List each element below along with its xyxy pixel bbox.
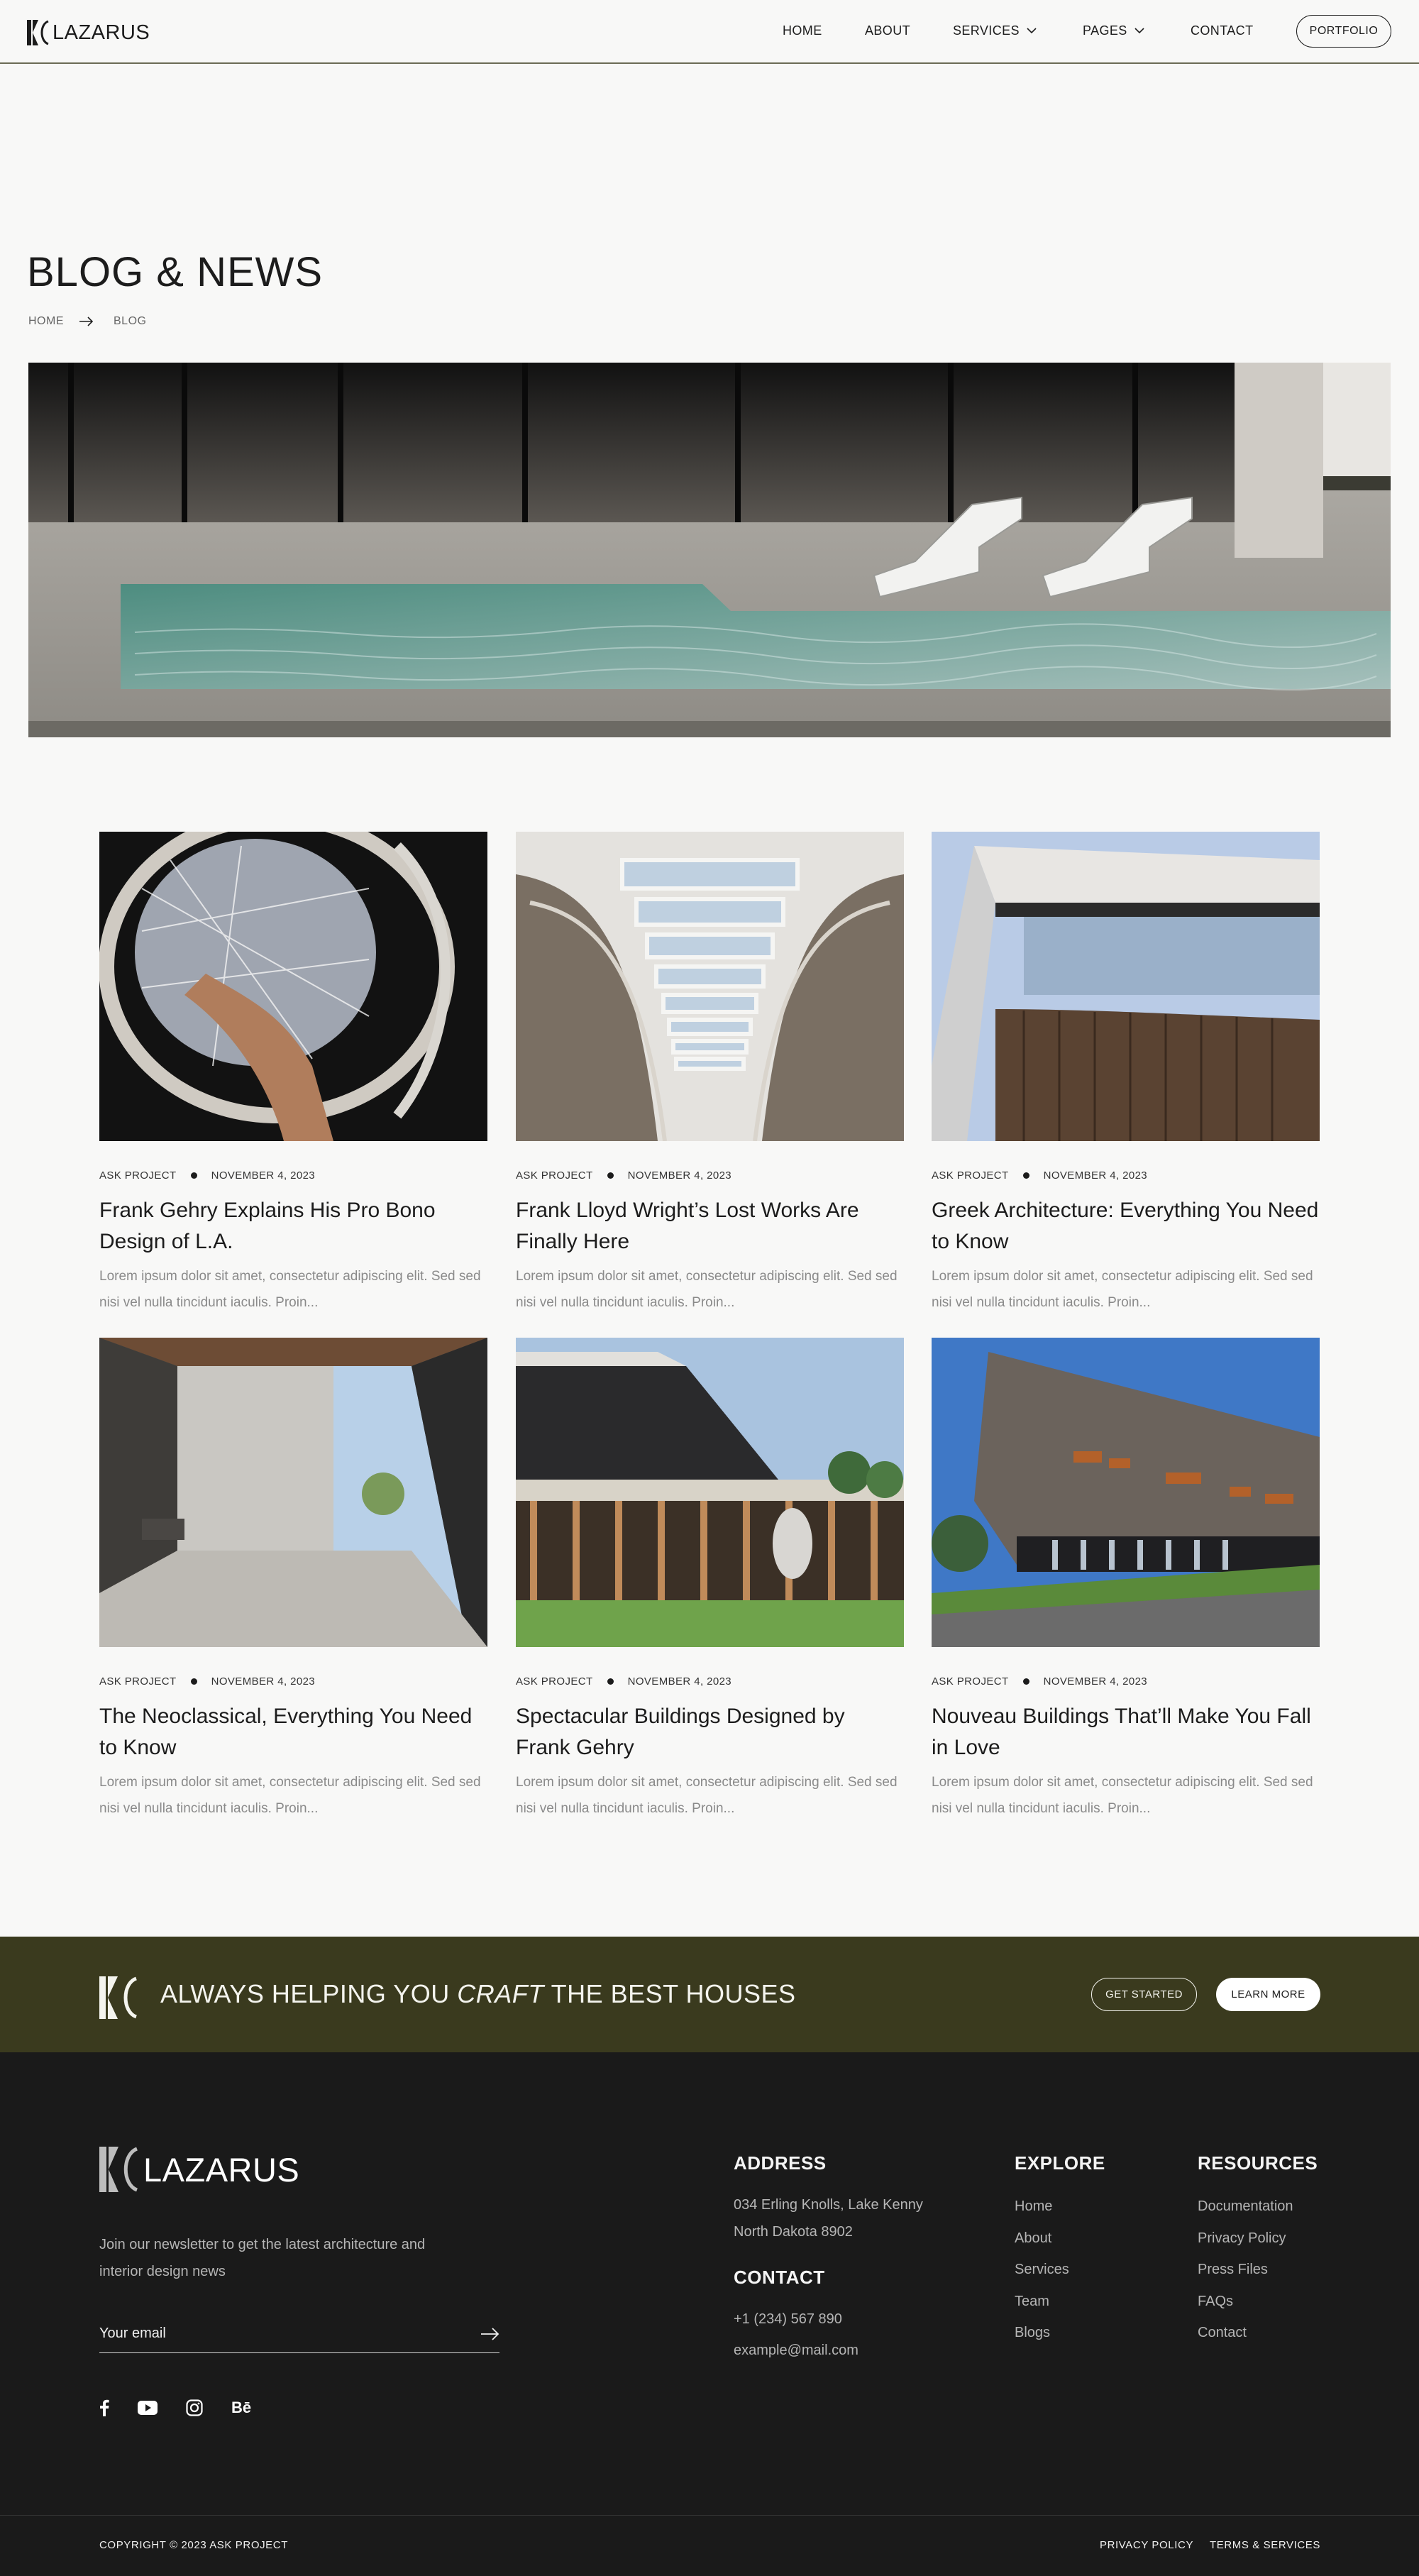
footer-brand-name: LAZARUS bbox=[143, 2150, 300, 2189]
chevron-down-icon bbox=[1027, 28, 1037, 34]
arrow-right-icon bbox=[79, 317, 94, 326]
dot-separator bbox=[191, 1678, 197, 1685]
footer-link-press-files[interactable]: Press Files bbox=[1198, 2262, 1268, 2277]
resources-title: RESOURCES bbox=[1198, 2152, 1318, 2174]
post-meta bbox=[932, 1168, 1320, 1182]
address-title: ADDRESS bbox=[734, 2152, 827, 2174]
dot-separator bbox=[1023, 1678, 1029, 1685]
post-thumbnail[interactable] bbox=[99, 832, 487, 1141]
post-category[interactable]: ASK PROJECT bbox=[516, 1675, 593, 1688]
address-line-2: North Dakota 8902 bbox=[734, 2224, 853, 2240]
post-meta bbox=[516, 1674, 904, 1688]
dot-separator bbox=[1023, 1172, 1029, 1179]
post-title[interactable]: The Neoclassical, Everything You Need to Know bbox=[99, 1705, 473, 1759]
cta-banner bbox=[0, 1937, 1419, 2052]
post-meta bbox=[932, 1674, 1320, 1688]
terms-link[interactable]: TERMS & SERVICES bbox=[1209, 2539, 1320, 2551]
site-header bbox=[0, 0, 1419, 64]
instagram-icon[interactable] bbox=[186, 2399, 203, 2416]
facebook-icon[interactable] bbox=[99, 2399, 109, 2416]
post-date: NOVEMBER 4, 2023 bbox=[627, 1675, 732, 1688]
post-excerpt: Lorem ipsum dolor sit amet, consectetur adipiscing elit. Sed sed nisi vel nulla tincidunt iaculis. Proin... bbox=[932, 1775, 1313, 1816]
post-meta bbox=[99, 1168, 487, 1182]
dot-separator bbox=[607, 1172, 614, 1179]
cta-text-after: THE BEST HOUSES bbox=[543, 1979, 796, 2008]
nav-contact[interactable]: CONTACT bbox=[1191, 23, 1254, 38]
post-thumbnail[interactable] bbox=[99, 1338, 487, 1647]
post-card[interactable] bbox=[516, 1338, 904, 1822]
post-card[interactable] bbox=[932, 832, 1320, 1316]
breadcrumb-current: BLOG bbox=[114, 315, 147, 327]
breadcrumb-home[interactable]: HOME bbox=[28, 315, 64, 327]
post-title[interactable]: Greek Architecture: Everything You Need to Know bbox=[932, 1199, 1319, 1253]
explore-column bbox=[1015, 2152, 1105, 2357]
post-title[interactable]: Spectacular Buildings Designed by Frank Gehry bbox=[516, 1705, 845, 1759]
email-placeholder: Your email bbox=[99, 2325, 166, 2341]
newsletter-text: Join our newsletter to get the latest architecture and interior design news bbox=[99, 2237, 426, 2279]
portfolio-button[interactable]: PORTFOLIO bbox=[1296, 15, 1391, 48]
resources-links bbox=[1198, 2198, 1318, 2357]
copyright: COPYRIGHT © 2023 ASK PROJECT bbox=[99, 2539, 288, 2551]
post-title[interactable]: Frank Lloyd Wright’s Lost Works Are Finally Here bbox=[516, 1199, 859, 1253]
legal-links bbox=[1100, 2539, 1320, 2551]
explore-title: EXPLORE bbox=[1015, 2152, 1105, 2174]
contact-email[interactable]: example@mail.com bbox=[734, 2343, 858, 2358]
post-card[interactable] bbox=[99, 1338, 487, 1822]
post-category[interactable]: ASK PROJECT bbox=[516, 1169, 593, 1182]
post-meta bbox=[516, 1168, 904, 1182]
dot-separator bbox=[607, 1678, 614, 1685]
post-excerpt: Lorem ipsum dolor sit amet, consectetur adipiscing elit. Sed sed nisi vel nulla tincidunt iaculis. Proin... bbox=[932, 1269, 1313, 1310]
post-thumbnail[interactable] bbox=[932, 1338, 1320, 1647]
footer-link-services[interactable]: Services bbox=[1015, 2262, 1069, 2277]
nav-services[interactable] bbox=[953, 23, 1037, 38]
social-links bbox=[99, 2399, 280, 2417]
site-footer bbox=[0, 2052, 1419, 2576]
brand-name: LAZARUS bbox=[53, 21, 150, 44]
footer-link-faqs[interactable]: FAQs bbox=[1198, 2293, 1234, 2309]
dot-separator bbox=[191, 1172, 197, 1179]
get-started-button[interactable]: GET STARTED bbox=[1091, 1978, 1197, 2011]
post-card[interactable] bbox=[516, 832, 904, 1316]
post-card[interactable] bbox=[99, 832, 487, 1316]
footer-link-privacy-policy[interactable]: Privacy Policy bbox=[1198, 2230, 1286, 2246]
post-date: NOVEMBER 4, 2023 bbox=[1043, 1169, 1148, 1182]
footer-divider bbox=[0, 2515, 1419, 2516]
brand-logo[interactable] bbox=[27, 20, 150, 45]
contact-title: CONTACT bbox=[734, 2267, 825, 2288]
nav-pages-label: PAGES bbox=[1083, 23, 1127, 38]
post-title[interactable]: Frank Gehry Explains His Pro Bono Design of L.A. bbox=[99, 1199, 436, 1253]
behance-icon[interactable]: Bē bbox=[231, 2399, 252, 2416]
page-title: BLOG & NEWS bbox=[27, 249, 324, 295]
newsletter-email-input[interactable] bbox=[99, 2315, 499, 2353]
post-thumbnail[interactable] bbox=[932, 832, 1320, 1141]
brand-mark-icon bbox=[99, 2147, 139, 2192]
post-date: NOVEMBER 4, 2023 bbox=[211, 1675, 316, 1688]
privacy-policy-link[interactable]: PRIVACY POLICY bbox=[1100, 2539, 1194, 2551]
youtube-icon[interactable] bbox=[138, 2401, 158, 2415]
address-column bbox=[734, 2152, 923, 2364]
post-excerpt: Lorem ipsum dolor sit amet, consectetur adipiscing elit. Sed sed nisi vel nulla tincidunt iaculis. Proin... bbox=[99, 1775, 481, 1816]
post-card[interactable] bbox=[932, 1338, 1320, 1822]
post-excerpt: Lorem ipsum dolor sit amet, consectetur adipiscing elit. Sed sed nisi vel nulla tincidunt iaculis. Proin... bbox=[99, 1269, 481, 1310]
learn-more-button[interactable]: LEARN MORE bbox=[1216, 1978, 1320, 2011]
footer-link-home[interactable]: Home bbox=[1015, 2198, 1053, 2214]
post-category[interactable]: ASK PROJECT bbox=[99, 1675, 177, 1688]
cta-text-emphasis: CRAFT bbox=[457, 1979, 544, 2008]
post-title[interactable]: Nouveau Buildings That’ll Make You Fall in Love bbox=[932, 1705, 1311, 1759]
nav-home[interactable]: HOME bbox=[783, 23, 822, 38]
post-date: NOVEMBER 4, 2023 bbox=[627, 1169, 732, 1182]
cta-text-before: ALWAYS HELPING YOU bbox=[160, 1979, 458, 2008]
resources-column bbox=[1198, 2152, 1318, 2357]
post-meta bbox=[99, 1674, 487, 1688]
cta-headline bbox=[160, 1979, 796, 2009]
hero-image bbox=[28, 363, 1391, 737]
chevron-down-icon bbox=[1134, 28, 1144, 34]
footer-link-contact[interactable]: Contact bbox=[1198, 2325, 1247, 2340]
address-line-1: 034 Erling Knolls, Lake Kenny bbox=[734, 2197, 923, 2213]
nav-about[interactable]: ABOUT bbox=[865, 23, 911, 38]
brand-mark-icon bbox=[27, 20, 50, 45]
post-thumbnail[interactable] bbox=[516, 832, 904, 1141]
post-category[interactable]: ASK PROJECT bbox=[99, 1169, 177, 1182]
footer-link-team[interactable]: Team bbox=[1015, 2293, 1049, 2309]
post-category[interactable]: ASK PROJECT bbox=[932, 1675, 1009, 1688]
footer-logo[interactable] bbox=[99, 2147, 299, 2192]
explore-links bbox=[1015, 2198, 1105, 2357]
post-excerpt: Lorem ipsum dolor sit amet, consectetur adipiscing elit. Sed sed nisi vel nulla tincidunt iaculis. Proin... bbox=[516, 1269, 898, 1310]
post-date: NOVEMBER 4, 2023 bbox=[1043, 1675, 1148, 1688]
footer-link-blogs[interactable]: Blogs bbox=[1015, 2325, 1051, 2340]
breadcrumb bbox=[28, 315, 146, 328]
brand-mark-icon bbox=[99, 1976, 138, 2019]
footer-link-about[interactable]: About bbox=[1015, 2230, 1052, 2246]
contact-phone[interactable]: +1 (234) 567 890 bbox=[734, 2311, 842, 2327]
post-excerpt: Lorem ipsum dolor sit amet, consectetur adipiscing elit. Sed sed nisi vel nulla tincidunt iaculis. Proin... bbox=[516, 1775, 898, 1816]
nav-services-label: SERVICES bbox=[953, 23, 1020, 38]
post-category[interactable]: ASK PROJECT bbox=[932, 1169, 1009, 1182]
nav-pages[interactable] bbox=[1083, 23, 1144, 38]
post-thumbnail[interactable] bbox=[516, 1338, 904, 1647]
footer-link-documentation[interactable]: Documentation bbox=[1198, 2198, 1293, 2214]
arrow-right-icon[interactable] bbox=[481, 2328, 499, 2340]
post-date: NOVEMBER 4, 2023 bbox=[211, 1169, 316, 1182]
